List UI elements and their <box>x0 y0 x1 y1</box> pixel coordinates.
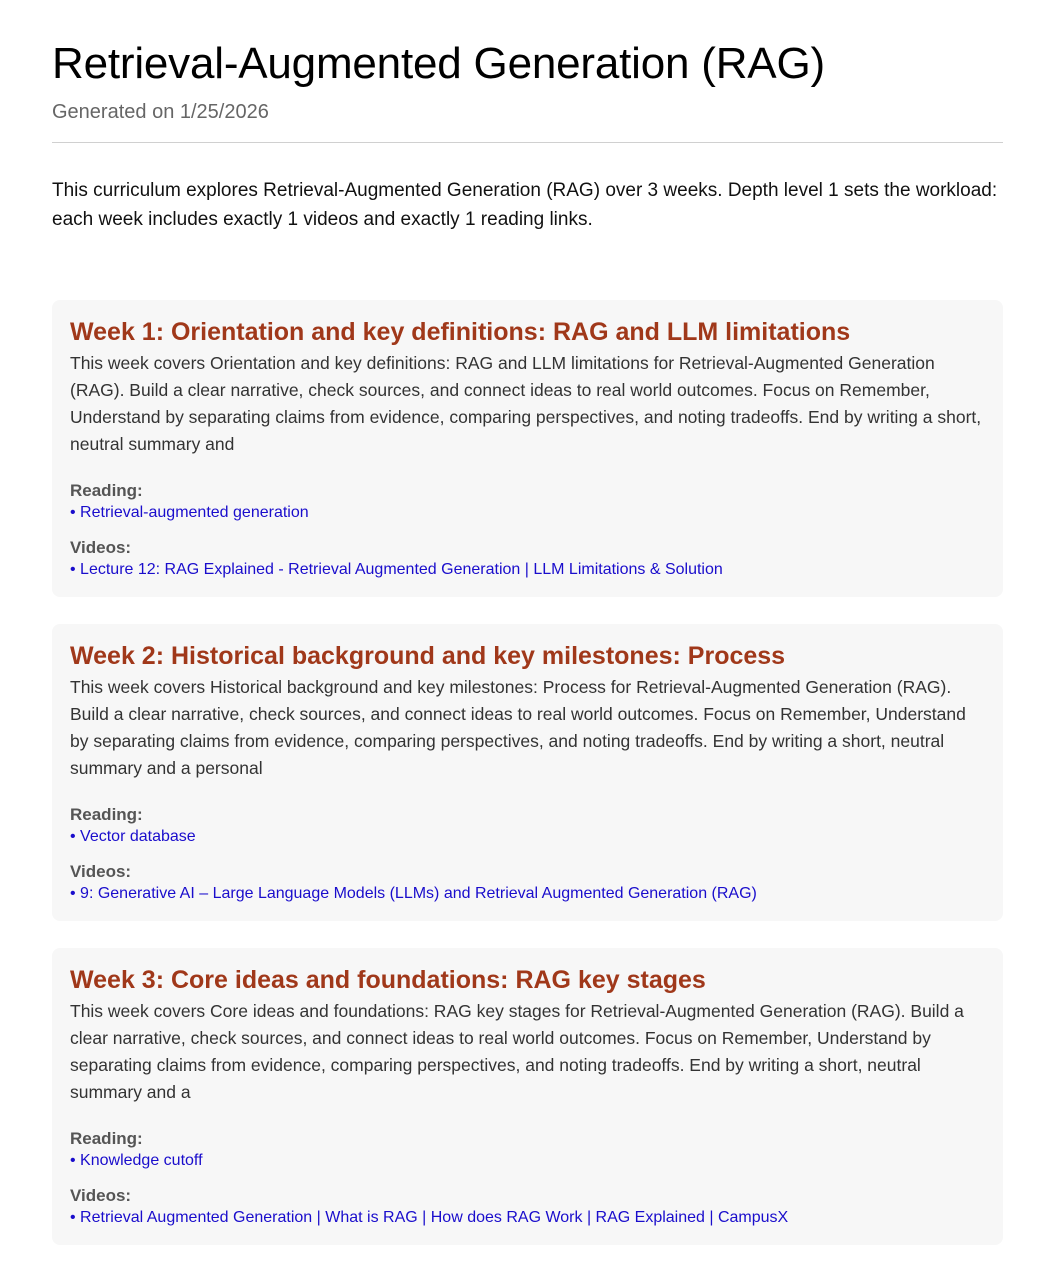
videos-label: Videos: <box>70 538 132 557</box>
week-title: Week 1: Orientation and key definitions: RAG and LLM limitations <box>70 318 851 346</box>
video-item <box>70 883 985 905</box>
week-description: This week covers Historical background and key milestones: Process for Retrieval-Augmented Generation (RAG). Build a clear narrative, check sources, and connect ideas to real world outcomes. Focus on Remember, Understand by separating claims from evidence, comparing perspectives, and noting tradeoffs. End by writing a short, neutral summary and a personal <box>70 677 966 778</box>
generated-date: Generated on 1/25/2026 <box>52 101 269 123</box>
video-link[interactable]: Lecture 12: RAG Explained - Retrieval Augmented Generation | LLM Limitations & Solution <box>80 561 723 578</box>
reading-label: Reading: <box>70 805 143 824</box>
reading-item <box>70 826 985 848</box>
week-card-2 <box>52 624 1003 921</box>
video-link[interactable]: Retrieval Augmented Generation | What is RAG | How does RAG Work | RAG Explained | CampusX <box>80 1209 789 1226</box>
week-description: This week covers Core ideas and foundations: RAG key stages for Retrieval-Augmented Generation (RAG). Build a clear narrative, check sources, and connect ideas to real world outcomes. Focus on Remember, Understand by separating claims from evidence, comparing perspectives, and noting tradeoffs. End by writing a short, neutral summary and a <box>70 1001 964 1102</box>
week-title: Week 3: Core ideas and foundations: RAG key stages <box>70 966 706 994</box>
bullet: • <box>70 1152 81 1169</box>
week-description: This week covers Orientation and key definitions: RAG and LLM limitations for Retrieval-Augmented Generation (RAG). Build a clear narrative, check sources, and connect ideas to real world outcomes. Focus on Remember, Understand by separating claims from evidence, comparing perspectives, and noting tradeoffs. End by writing a short, neutral summary and <box>70 353 982 454</box>
bullet: • <box>70 828 81 845</box>
bullet: • <box>70 504 81 521</box>
week-card-1 <box>52 300 1003 597</box>
videos-list <box>70 1207 985 1229</box>
reading-link[interactable]: Retrieval-augmented generation <box>80 504 309 521</box>
videos-label: Videos: <box>70 1186 132 1205</box>
reading-label: Reading: <box>70 481 143 500</box>
video-item <box>70 1207 985 1229</box>
reading-item <box>70 1150 985 1172</box>
week-title: Week 2: Historical background and key milestones: Process <box>70 642 786 670</box>
weeks-list <box>52 300 1003 1245</box>
reading-list <box>70 502 985 524</box>
bullet: • <box>70 561 81 578</box>
reading-list <box>70 1150 985 1172</box>
header-divider <box>52 142 1003 143</box>
week-card-3 <box>52 948 1003 1245</box>
video-link[interactable]: 9: Generative AI – Large Language Models (LLMs) and Retrieval Augmented Generation (RAG) <box>80 885 757 902</box>
videos-list <box>70 559 985 581</box>
intro-paragraph: This curriculum explores Retrieval-Augmented Generation (RAG) over 3 weeks. Depth level 1 sets the workload: each week includes exactly 1 videos and exactly 1 reading links. <box>52 180 998 230</box>
reading-list <box>70 826 985 848</box>
reading-link[interactable]: Knowledge cutoff <box>80 1152 203 1169</box>
reading-link[interactable]: Vector database <box>80 828 196 845</box>
page-title: Retrieval-Augmented Generation (RAG) <box>52 39 825 88</box>
bullet: • <box>70 1209 81 1226</box>
reading-label: Reading: <box>70 1129 143 1148</box>
videos-label: Videos: <box>70 862 132 881</box>
bullet: • <box>70 885 81 902</box>
reading-item <box>70 502 985 524</box>
video-item <box>70 559 985 581</box>
videos-list <box>70 883 985 905</box>
